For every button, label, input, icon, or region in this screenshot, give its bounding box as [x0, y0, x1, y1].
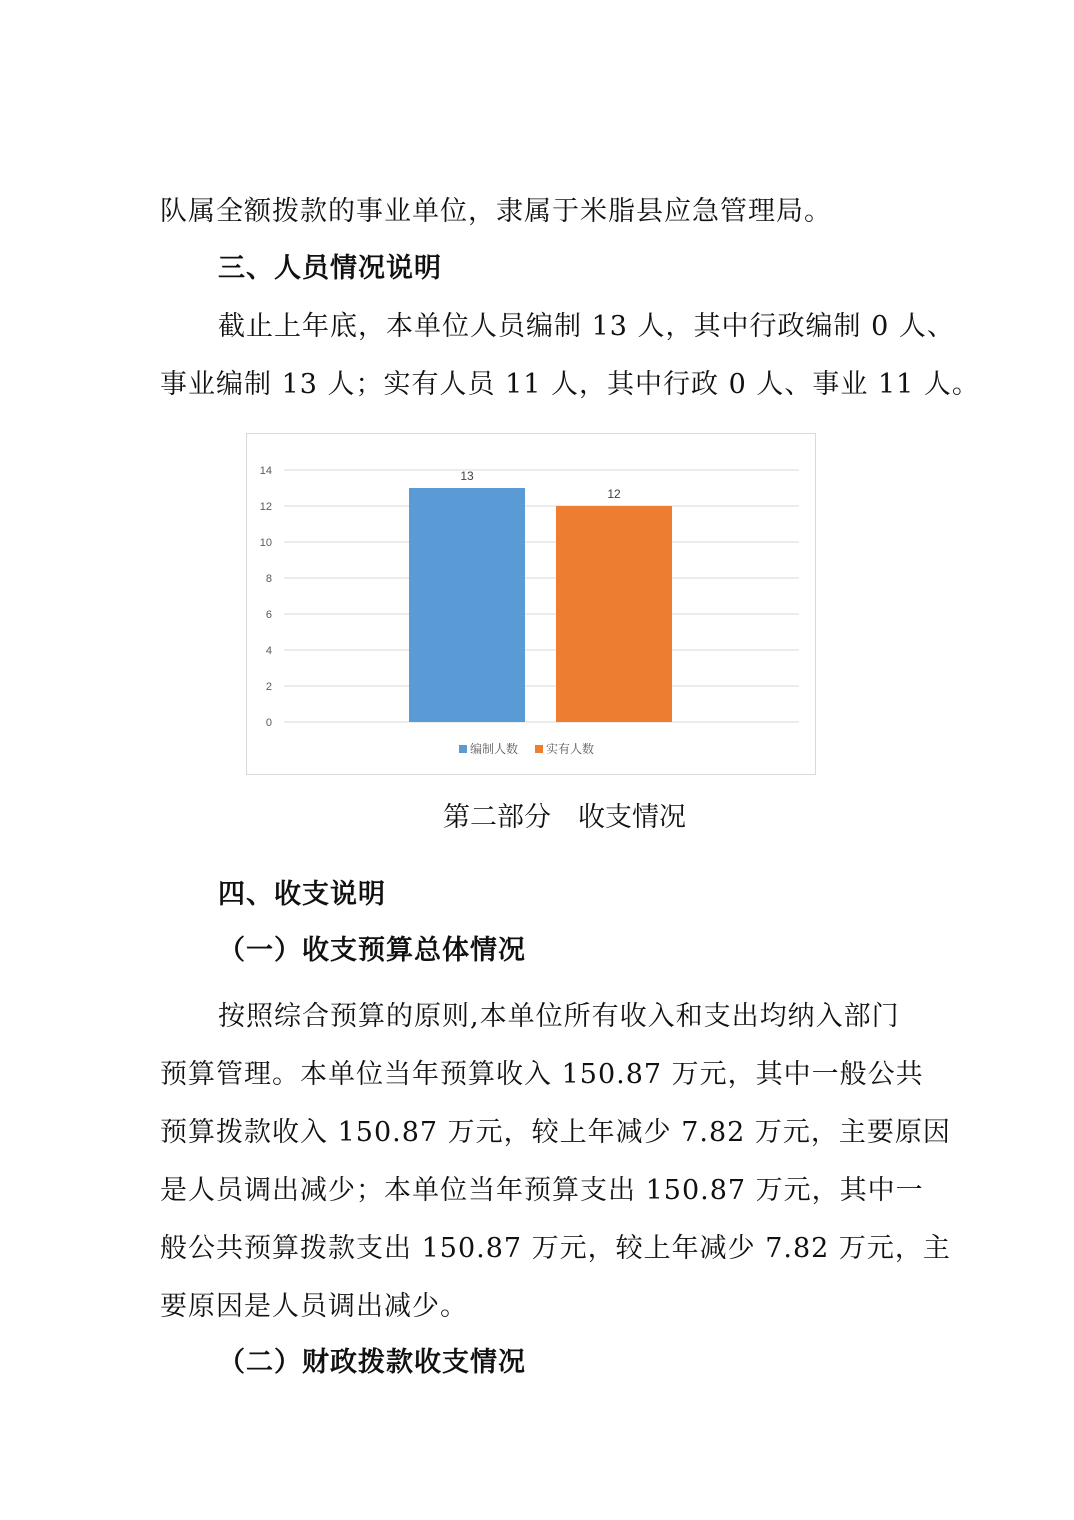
- subsection-heading-fiscal: （二）财政拨款收支情况: [218, 1347, 526, 1378]
- legend-swatch: [459, 745, 467, 753]
- paragraph-line: 预算管理。本单位当年预算收入 150.87 万元，其中一般公共: [160, 1059, 924, 1090]
- legend-label: 实有人数: [546, 742, 595, 756]
- paragraph-line: 是人员调出减少；本单位当年预算支出 150.87 万元，其中一: [160, 1175, 924, 1206]
- paragraph-line: 般公共预算拨款支出 150.87 万元，较上年减少 7.82 万元，主: [160, 1233, 951, 1264]
- y-tick-label: 12: [259, 501, 272, 513]
- section-heading-personnel: 三、人员情况说明: [218, 253, 442, 284]
- y-tick-label: 8: [265, 573, 272, 585]
- paragraph-line: 按照综合预算的原则,本单位所有收入和支出均纳入部门: [218, 1001, 900, 1032]
- subsection-heading-overall: （一）收支预算总体情况: [218, 935, 526, 966]
- paragraph-line: 队属全额拨款的事业单位，隶属于米脂县应急管理局。: [160, 196, 832, 227]
- y-tick-label: 6: [265, 609, 272, 621]
- legend-swatch: [535, 745, 543, 753]
- paragraph-line: 截止上年底，本单位人员编制 13 人，其中行政编制 0 人、: [218, 311, 955, 342]
- paragraph-line: 事业编制 13 人；实有人员 11 人，其中行政 0 人、事业 11 人。: [160, 369, 980, 400]
- section-heading-budget: 四、收支说明: [218, 879, 386, 910]
- y-tick-label: 14: [259, 465, 272, 477]
- part-title: 第二部分 收支情况: [443, 802, 686, 833]
- y-tick-label: 0: [265, 717, 272, 729]
- data-label: 13: [460, 469, 474, 483]
- chart-canvas: [247, 434, 817, 776]
- staffing-bar-chart: [246, 433, 816, 775]
- paragraph-line: 预算拨款收入 150.87 万元，较上年减少 7.82 万元，主要原因: [160, 1117, 951, 1148]
- legend-label: 编制人数: [470, 742, 519, 756]
- y-tick-label: 2: [265, 681, 272, 693]
- y-tick-label: 4: [265, 645, 272, 657]
- bar-2: [556, 506, 672, 722]
- y-tick-label: 10: [259, 537, 272, 549]
- paragraph-line: 要原因是人员调出减少。: [160, 1291, 468, 1322]
- bar-1: [409, 488, 525, 722]
- data-label: 12: [607, 487, 621, 501]
